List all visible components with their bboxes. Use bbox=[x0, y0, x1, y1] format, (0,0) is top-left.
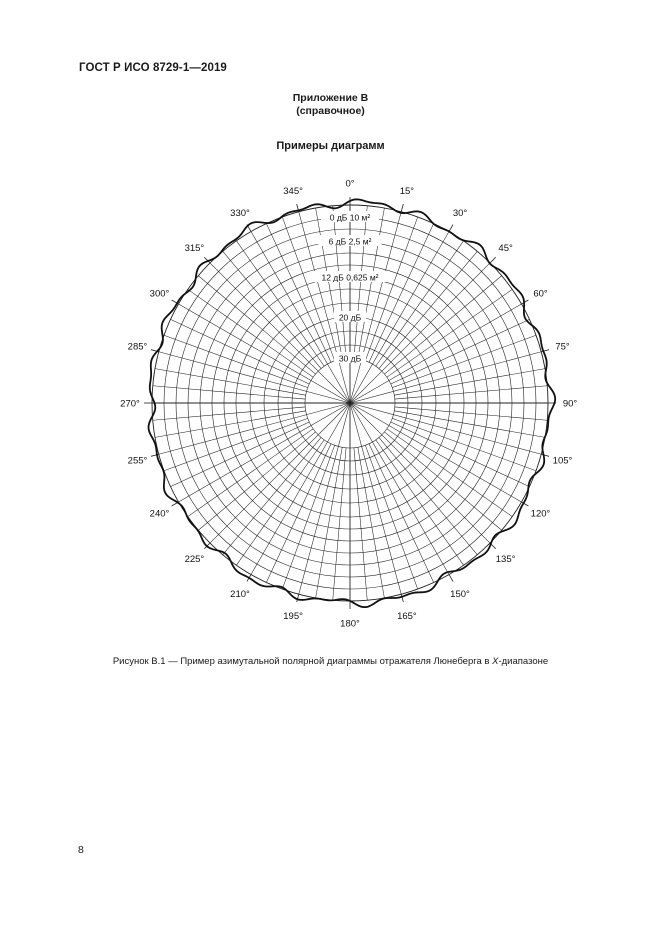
grid-spoke bbox=[188, 289, 313, 377]
grid-spoke bbox=[236, 241, 324, 366]
grid-spoke bbox=[236, 440, 324, 565]
angle-label: 60° bbox=[533, 288, 548, 300]
annex-subtitle: (справочное) bbox=[296, 105, 365, 117]
angle-label: 105° bbox=[552, 455, 573, 467]
grid-spoke bbox=[159, 352, 350, 403]
grid-spoke bbox=[395, 407, 547, 420]
grid-spoke bbox=[376, 241, 464, 366]
grid-spoke bbox=[159, 403, 350, 454]
grid-spoke bbox=[387, 289, 512, 377]
grid-spoke bbox=[358, 208, 385, 359]
grid-spoke bbox=[153, 407, 305, 420]
angle-label: 180° bbox=[340, 618, 360, 630]
polar-grid bbox=[144, 197, 556, 609]
radial-label: 0 дБ 10 м² bbox=[329, 212, 371, 223]
angle-label: 270° bbox=[120, 398, 140, 410]
radial-label: 30 дБ bbox=[338, 353, 362, 364]
grid-spoke bbox=[365, 445, 417, 589]
angle-tick bbox=[449, 225, 453, 232]
angle-label: 0° bbox=[345, 178, 355, 190]
angle-label: 285° bbox=[127, 341, 148, 353]
grid-spoke bbox=[188, 429, 313, 517]
angle-label: 120° bbox=[530, 508, 551, 520]
angle-tick bbox=[401, 204, 403, 212]
section-title: Примеры диаграмм bbox=[276, 140, 385, 152]
angle-label: 300° bbox=[149, 288, 170, 300]
grid-spoke bbox=[350, 403, 541, 454]
grid-spoke bbox=[358, 447, 385, 598]
grid-spoke bbox=[282, 445, 334, 589]
caption-prefix: Рисунок В.1 — Пример азимутальной полярной диаграммы отражателя Люнеберга в bbox=[112, 656, 493, 667]
angle-label: 225° bbox=[184, 554, 205, 566]
angle-label: 30° bbox=[452, 208, 468, 219]
grid-spoke bbox=[153, 386, 305, 399]
grid-spoke bbox=[392, 418, 536, 470]
angle-label: 165° bbox=[397, 611, 417, 622]
grid-spoke bbox=[394, 369, 545, 396]
angle-tick bbox=[490, 257, 496, 263]
grid-spoke bbox=[164, 335, 308, 387]
grid-spoke bbox=[155, 411, 306, 438]
angle-tick bbox=[541, 454, 549, 456]
angle-label: 315° bbox=[184, 242, 205, 254]
grid-spoke bbox=[354, 448, 367, 600]
angle-label: 45° bbox=[498, 242, 513, 254]
grid-spoke bbox=[333, 448, 346, 600]
annex-title: Приложение В bbox=[292, 92, 369, 104]
grid-spoke bbox=[350, 403, 401, 594]
figure-caption bbox=[0, 656, 661, 667]
angle-tick bbox=[449, 574, 453, 581]
grid-spoke bbox=[392, 335, 536, 387]
angle-label: 255° bbox=[127, 455, 148, 467]
angle-label: 15° bbox=[399, 186, 415, 197]
grid-spoke bbox=[164, 418, 308, 470]
grid-spoke bbox=[387, 429, 512, 517]
angle-label: 240° bbox=[149, 508, 170, 520]
angle-label: 90° bbox=[562, 398, 578, 410]
grid-spoke bbox=[395, 386, 547, 399]
grid-spoke bbox=[316, 447, 343, 598]
page-number: 8 bbox=[78, 844, 84, 856]
grid-spoke bbox=[350, 352, 541, 403]
angle-label: 330° bbox=[230, 208, 250, 219]
grid-spoke bbox=[299, 403, 350, 594]
radial-label: 6 дБ 2,5 м² bbox=[328, 236, 372, 247]
angle-label: 135° bbox=[495, 554, 516, 566]
radial-label: 20 дБ bbox=[338, 312, 362, 323]
radial-label: 12 дБ 0,625 м² bbox=[321, 272, 379, 283]
angle-label: 345° bbox=[283, 186, 303, 197]
grid-spoke bbox=[316, 208, 343, 359]
caption-suffix: -диапазоне bbox=[498, 656, 549, 667]
angle-tick bbox=[401, 594, 403, 602]
caption-italic: X bbox=[492, 656, 499, 667]
grid-spoke bbox=[155, 369, 306, 396]
grid-spoke bbox=[394, 411, 545, 438]
angle-label: 75° bbox=[555, 341, 570, 353]
document-header: ГОСТ Р ИСО 8729-1—2019 bbox=[79, 62, 227, 74]
grid-spoke bbox=[376, 440, 464, 565]
angle-label: 150° bbox=[450, 589, 470, 600]
angle-label: 195° bbox=[283, 611, 303, 622]
angle-label: 210° bbox=[230, 589, 250, 600]
